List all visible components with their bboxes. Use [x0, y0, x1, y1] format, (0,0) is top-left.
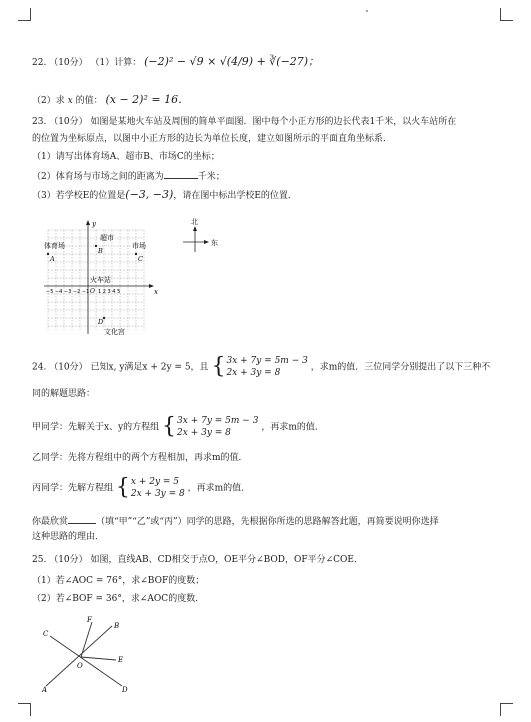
compass-north-label: 北 [191, 218, 198, 226]
q22-part2 [32, 94, 189, 107]
supermarket-label: 超市 [100, 234, 114, 242]
stadium-label: 体育场 [44, 242, 65, 250]
q23-intro-1 [32, 116, 456, 128]
q24-prompt-a: 你最欣赏 [32, 517, 69, 527]
q22-number: 22. [32, 58, 47, 68]
crop-mark-top-left [18, 8, 31, 21]
q24-intro-a: 已知x, y满足x + 2y = 5，且 [90, 362, 209, 373]
point-c [135, 253, 137, 255]
q24-jia-system [177, 415, 258, 439]
q24-prompt-2: 这种思路的理由． [32, 532, 105, 542]
market-label: 市场 [132, 242, 146, 250]
label-o: O [77, 662, 83, 670]
q24-prompt [32, 514, 439, 528]
q22-part2-prefix: （2）求 [32, 96, 65, 106]
q23-answer-blank[interactable] [164, 169, 198, 179]
x-ticks-negative: −5 −4 −3 −2 −1 [46, 289, 90, 295]
q24-intro-2: 同的解题思路： [32, 389, 96, 399]
q22-part1-expr: (−2)² − √9 × √(4/9) + ∛(−27)； [144, 55, 320, 68]
q24-system [226, 355, 307, 379]
q24-score: （10分） [49, 362, 88, 373]
q24-bing-system [131, 476, 185, 500]
compass-east-label: 东 [211, 239, 218, 247]
q24-bing-b: ，再求m的值． [187, 483, 251, 494]
origin-label: O [90, 288, 95, 295]
point-b [95, 245, 97, 247]
q25-item-1: （1）若∠AOC = 76°，求∠BOF的度数； [32, 576, 205, 586]
label-e: E [118, 656, 124, 664]
q24-system-line-2: 2x + 3y = 8 [226, 368, 281, 378]
y-axis-arrow [86, 220, 90, 225]
q25-intro [32, 554, 363, 566]
q24-jia-line-2: 2x + 3y = 8 [177, 428, 231, 438]
q23-item-2-a: （2）体育场与市场之间的距离为 [32, 172, 164, 182]
q22-part1 [32, 56, 319, 69]
ray-oe [81, 657, 116, 660]
compass-east-arrow [204, 240, 209, 244]
label-c: C [43, 630, 49, 638]
q23-score: （10分） [49, 117, 88, 127]
q23-item-3-coord: (−3, −3) [125, 188, 174, 201]
station-label: 火车站 [90, 276, 111, 284]
palace-label: 文化宫 [104, 328, 125, 336]
q24-system-line-1: 3x + 7y = 5m − 3 [226, 356, 308, 366]
q24-bing [32, 476, 250, 500]
q24-jia-brace: { [162, 414, 177, 439]
q24-jia-line-1: 3x + 7y = 5m − 3 [177, 416, 259, 426]
crop-mark-bottom-right [500, 703, 513, 716]
x-ticks-positive: 1 2 3 4 5 [98, 289, 121, 295]
q25-number: 25. [32, 555, 47, 565]
q22-part1-prefix: （1）计算： [90, 58, 142, 68]
label-b: B [114, 622, 120, 630]
ray-of [81, 622, 92, 657]
q24-jia-b: ，再求m的值． [261, 422, 324, 433]
q24-bing-a: 丙同学：先解方程组 [32, 483, 114, 494]
q24-jia [32, 415, 324, 439]
q24-brace: { [211, 354, 226, 379]
q24-bing-line-2: 2x + 3y = 8 [130, 489, 185, 499]
q25-intro-text: 如图，直线AB、CD相交于点O，OE平分∠BOD，OF平分∠COE． [90, 555, 363, 565]
x-axis-label: x [154, 288, 158, 296]
q24-jia-a: 甲同学：先解关于x、y的方程组 [32, 422, 160, 433]
q22-part2-expr: (x − 2)² = 16． [105, 93, 190, 106]
q24-number: 24. [32, 362, 47, 373]
q23-item-3-b: ，请在图中标出学校E的位置． [173, 191, 297, 201]
q24-prompt-b: （填“甲”“乙”或“丙”）同学的思路，先根据你所选的思路解答此题，再简要说明你选择 [96, 517, 439, 527]
q23-intro-2: 的位置为坐标原点，以图中小正方形的边长为单位长度，建立如图所示的平面直角坐标系． [32, 134, 393, 144]
crop-mark-bottom-left [18, 703, 31, 716]
crop-mark-top-right [500, 8, 513, 21]
q24-intro-b: ，求m的值．三位同学分别提出了以下三种不 [310, 362, 491, 373]
q24-bing-line-1: x + 2y = 5 [130, 477, 180, 487]
point-a-label: A [50, 255, 55, 263]
q24-bing-brace: { [115, 475, 130, 500]
q23-item-1: （1）请写出体育场A、超市B、市场C的坐标； [32, 152, 220, 162]
point-b-label: B [98, 247, 103, 255]
point-d-label: D [98, 318, 104, 326]
q24-answer-blank[interactable] [68, 514, 96, 524]
point-a [47, 253, 49, 255]
q23-number: 23. [32, 117, 47, 127]
q23-item-2-b: 千米； [197, 172, 225, 182]
q23-item-3 [32, 189, 297, 202]
q25-score: （10分） [49, 555, 88, 565]
q23-item-2 [32, 169, 225, 183]
line-cd [50, 636, 122, 686]
q23-intro-1-text: 如图是某地火车站及周围的简单平面图．图中每个小正方形的边长代表1千米，以火车站所在 [90, 117, 457, 127]
label-f: F [87, 616, 92, 624]
q22-part2-var: x [67, 96, 73, 106]
q23-map-figure [40, 214, 220, 344]
q23-item-3-a: （3）若学校E的位置是 [32, 191, 126, 201]
q25-item-2: （2）若∠BOF = 36°，求∠AOC的度数． [32, 594, 205, 604]
q24-intro [32, 355, 490, 379]
compass-north-arrow [193, 226, 197, 231]
q22-score: （10分） [49, 58, 88, 68]
y-axis-label: y [92, 220, 96, 228]
q24-yi: 乙同学：先将方程组中的两个方程相加，再求m的值． [32, 453, 248, 463]
q22-part2-mid: 的值： [75, 96, 103, 106]
label-a: A [42, 686, 48, 694]
label-d: D [122, 686, 128, 694]
q25-angle-figure [40, 614, 140, 694]
speck [366, 10, 368, 12]
point-c-label: C [138, 255, 143, 263]
